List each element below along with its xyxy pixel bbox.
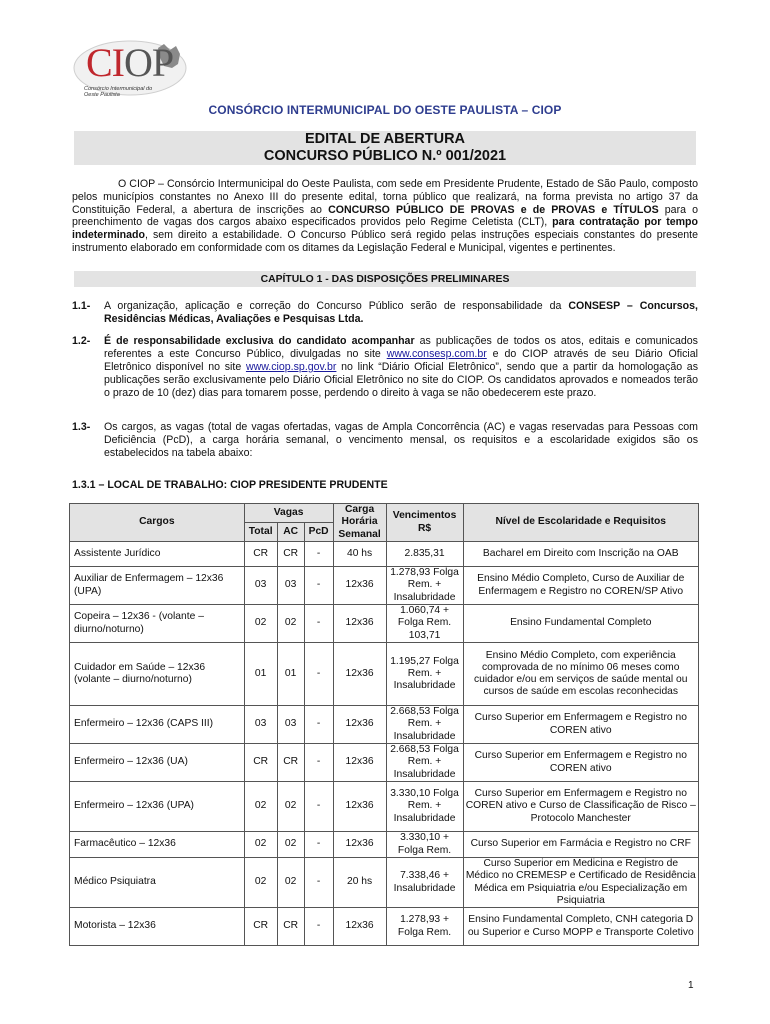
table-row xyxy=(70,744,699,782)
table-row xyxy=(70,706,699,744)
logo-wordmark: CIOP xyxy=(86,40,174,85)
header-ac: AC xyxy=(277,523,304,542)
cell-nivel: Curso Superior em Enfermagem e Registro no COREN ativo xyxy=(463,706,698,744)
cell-ac: 02 xyxy=(277,605,304,643)
table-row xyxy=(70,567,699,605)
cell-pcd: - xyxy=(304,832,333,858)
cell-carga: 20 hs xyxy=(333,858,386,908)
organization-title: CONSÓRCIO INTERMUNICIPAL DO OESTE PAULISTA – CIOP xyxy=(208,103,562,117)
cell-ac: CR xyxy=(277,542,304,567)
cell-ac: 03 xyxy=(277,567,304,605)
item-1-2 xyxy=(72,335,698,400)
cell-pcd: - xyxy=(304,567,333,605)
item-number: 1.3- xyxy=(72,421,91,433)
document-title-line2: CONCURSO PÚBLICO N.º 001/2021 xyxy=(263,148,507,164)
item-text: Os cargos, as vagas (total de vagas ofertadas, vagas de Ampla Concorrência (AC) e vagas reservadas para Pessoas com Deficiência (PcD), a carga horária semanal, o vencimento mensal, os requisitos e a escolaridade exigidos são os estabelecidos na tabela abaixo: xyxy=(104,421,698,459)
cell-total: 03 xyxy=(244,567,277,605)
header-nivel: Nível de Escolaridade e Requisitos xyxy=(463,504,698,542)
cell-nivel: Curso Superior em Enfermagem e Registro no COREN ativo xyxy=(463,744,698,782)
cell-ac: 02 xyxy=(277,832,304,858)
cell-nivel: Ensino Fundamental Completo, CNH categoria D ou Superior e Curso MOPP e Transporte Coletivo xyxy=(463,908,698,946)
cell-pcd: - xyxy=(304,744,333,782)
table-row xyxy=(70,605,699,643)
item-number: 1.1- xyxy=(72,300,91,312)
cell-cargo: Médico Psiquiatra xyxy=(70,858,245,908)
document-title-line1: EDITAL DE ABERTURA xyxy=(304,131,466,147)
cell-ac: 02 xyxy=(277,858,304,908)
cell-carga: 12x36 xyxy=(333,908,386,946)
cell-venc: 2.835,31 xyxy=(386,542,463,567)
header-vagas: Vagas xyxy=(244,504,333,523)
chapter-title: CAPÍTULO 1 - DAS DISPOSIÇÕES PRELIMINARES xyxy=(74,271,696,287)
cell-cargo: Enfermeiro – 12x36 (UA) xyxy=(70,744,245,782)
cell-ac: CR xyxy=(277,744,304,782)
cell-cargo: Auxiliar de Enfermagem – 12x36 (UPA) xyxy=(70,567,245,605)
cell-pcd: - xyxy=(304,605,333,643)
header-vencimentos: Vencimentos R$ xyxy=(386,504,463,542)
cell-total: CR xyxy=(244,908,277,946)
table-row xyxy=(70,643,699,706)
cell-ac: 01 xyxy=(277,643,304,706)
cell-pcd: - xyxy=(304,706,333,744)
cell-ac: 02 xyxy=(277,782,304,832)
document-title-box xyxy=(74,131,696,165)
cell-cargo: Enfermeiro – 12x36 (UPA) xyxy=(70,782,245,832)
page-number: 1 xyxy=(688,980,694,991)
cell-total: 02 xyxy=(244,832,277,858)
cell-total: 03 xyxy=(244,706,277,744)
cell-venc: 7.338,46 + Insalubridade xyxy=(386,858,463,908)
item-number: 1.2- xyxy=(72,335,91,347)
cell-pcd: - xyxy=(304,908,333,946)
cell-ac: 03 xyxy=(277,706,304,744)
table-row xyxy=(70,832,699,858)
cell-total: 02 xyxy=(244,782,277,832)
cell-total: 02 xyxy=(244,858,277,908)
cell-pcd: - xyxy=(304,858,333,908)
logo-subtitle: Consórcio Intermunicipal do Oeste Paulista xyxy=(84,86,153,98)
cell-venc: 2.668,53 Folga Rem. + Insalubridade xyxy=(386,744,463,782)
cell-carga: 40 hs xyxy=(333,542,386,567)
cell-venc: 1.278,93 + Folga Rem. xyxy=(386,908,463,946)
item-text: É de responsabilidade exclusiva do candidato acompanhar as publicações de todos os atos, editais e comunicados referentes a este Concurso Público, divulgadas no site www.consesp.com.br e do CIOP através de seu Diário Oficial Eletrônico disponível no site www.ciop.sp.gov.br no link “Diário Oficial Eletrônico”, sendo que a partir da homologação as publicações serão exclusivamente pelo Diário Oficial Eletrônico no site do CIOP. Os candidatos aprovados e nomeados terão o prazo de 10 (dez) dias para tomarem posse, perdendo o direito à vaga se não obedecerem este prazo. xyxy=(104,335,698,399)
cell-nivel: Ensino Fundamental Completo xyxy=(463,605,698,643)
header-carga: Carga Horária Semanal xyxy=(333,504,386,542)
cell-total: 02 xyxy=(244,605,277,643)
table-row xyxy=(70,782,699,832)
item-text: A organização, aplicação e correção do Concurso Público serão de responsabilidade da CONSESP – Concursos, Residências Médicas, Avaliações e Pesquisas Ltda. xyxy=(104,300,698,325)
table-row xyxy=(70,908,699,946)
cell-cargo: Copeira – 12x36 - (volante – diurno/noturno) xyxy=(70,605,245,643)
cell-venc: 1.195,27 Folga Rem. + Insalubridade xyxy=(386,643,463,706)
cell-pcd: - xyxy=(304,782,333,832)
consesp-link[interactable]: www.consesp.com.br xyxy=(386,347,487,360)
cell-pcd: - xyxy=(304,542,333,567)
cell-cargo: Enfermeiro – 12x36 (CAPS III) xyxy=(70,706,245,744)
intro-paragraph: O CIOP – Consórcio Intermunicipal do Oeste Paulista, com sede em Presidente Prudente, Estado de São Paulo, composto pelos municípios constantes no Anexo III do presente edital, torna público que realizará, na forma prevista no artigo 37 da Constituição Federal, a abertura de inscrições ao CONCURSO PÚBLICO DE PROVAS e de PROVAS e TÍTULOS para o preenchimento de vagas dos cargos abaixo especificados providos pelo Regime Celetista (CLT), para contratação por tempo indeterminado, sem direito a estabilidade. O Concurso Público será regido pelas instruções especiais constantes do presente instrumento elaborado em conformidade com os ditames da Legislação Federal e Municipal, vigentes e pertinentes. xyxy=(72,178,699,254)
cell-carga: 12x36 xyxy=(333,782,386,832)
cell-carga: 12x36 xyxy=(333,605,386,643)
cell-cargo: Farmacêutico – 12x36 xyxy=(70,832,245,858)
cell-total: CR xyxy=(244,744,277,782)
cell-carga: 12x36 xyxy=(333,744,386,782)
cell-total: CR xyxy=(244,542,277,567)
cell-cargo: Cuidador em Saúde – 12x36 (volante – diurno/noturno) xyxy=(70,643,245,706)
cell-nivel: Ensino Médio Completo, Curso de Auxiliar de Enfermagem e Registro no COREN/SP Ativo xyxy=(463,567,698,605)
cell-pcd: - xyxy=(304,643,333,706)
cell-nivel: Curso Superior em Medicina e Registro de Médico no CREMESP e Certificado de Residência Médica em Psiquiatria e/ou Especialização em Psiquiatria xyxy=(463,858,698,908)
item-1-3 xyxy=(72,421,698,460)
ciop-link[interactable]: www.ciop.sp.gov.br xyxy=(245,360,337,373)
cell-carga: 12x36 xyxy=(333,832,386,858)
cell-nivel: Ensino Médio Completo, com experiência comprovada de no mínimo 06 meses como cuidador e/ou em serviços de saúde mental ou cursos de saúde em escolas reconhecidas xyxy=(463,643,698,706)
cell-cargo: Motorista – 12x36 xyxy=(70,908,245,946)
header-total: Total xyxy=(244,523,277,542)
cell-carga: 12x36 xyxy=(333,567,386,605)
cell-venc: 1.278,93 Folga Rem. + Insalubridade xyxy=(386,567,463,605)
cell-ac: CR xyxy=(277,908,304,946)
cell-venc: 3.330,10 Folga Rem. + Insalubridade xyxy=(386,782,463,832)
header-pcd: PcD xyxy=(304,523,333,542)
subsection-title: 1.3.1 – LOCAL DE TRABALHO: CIOP PRESIDENTE PRUDENTE xyxy=(72,479,388,491)
vacancies-table xyxy=(69,503,699,946)
cell-total: 01 xyxy=(244,643,277,706)
cell-nivel: Curso Superior em Farmácia e Registro no CRF xyxy=(463,832,698,858)
cell-carga: 12x36 xyxy=(333,706,386,744)
cell-carga: 12x36 xyxy=(333,643,386,706)
cell-venc: 1.060,74 + Folga Rem. 103,71 xyxy=(386,605,463,643)
header-cargos: Cargos xyxy=(70,504,245,542)
cell-venc: 2.668,53 Folga Rem. + Insalubridade xyxy=(386,706,463,744)
cell-nivel: Bacharel em Direito com Inscrição na OAB xyxy=(463,542,698,567)
cell-venc: 3.330,10 + Folga Rem. xyxy=(386,832,463,858)
cell-nivel: Curso Superior em Enfermagem e Registro no COREN ativo e Curso de Classificação de Risco – Protocolo Manchester xyxy=(463,782,698,832)
table-row xyxy=(70,858,699,908)
item-1-1 xyxy=(72,300,698,326)
cell-cargo: Assistente Jurídico xyxy=(70,542,245,567)
table-row xyxy=(70,542,699,567)
